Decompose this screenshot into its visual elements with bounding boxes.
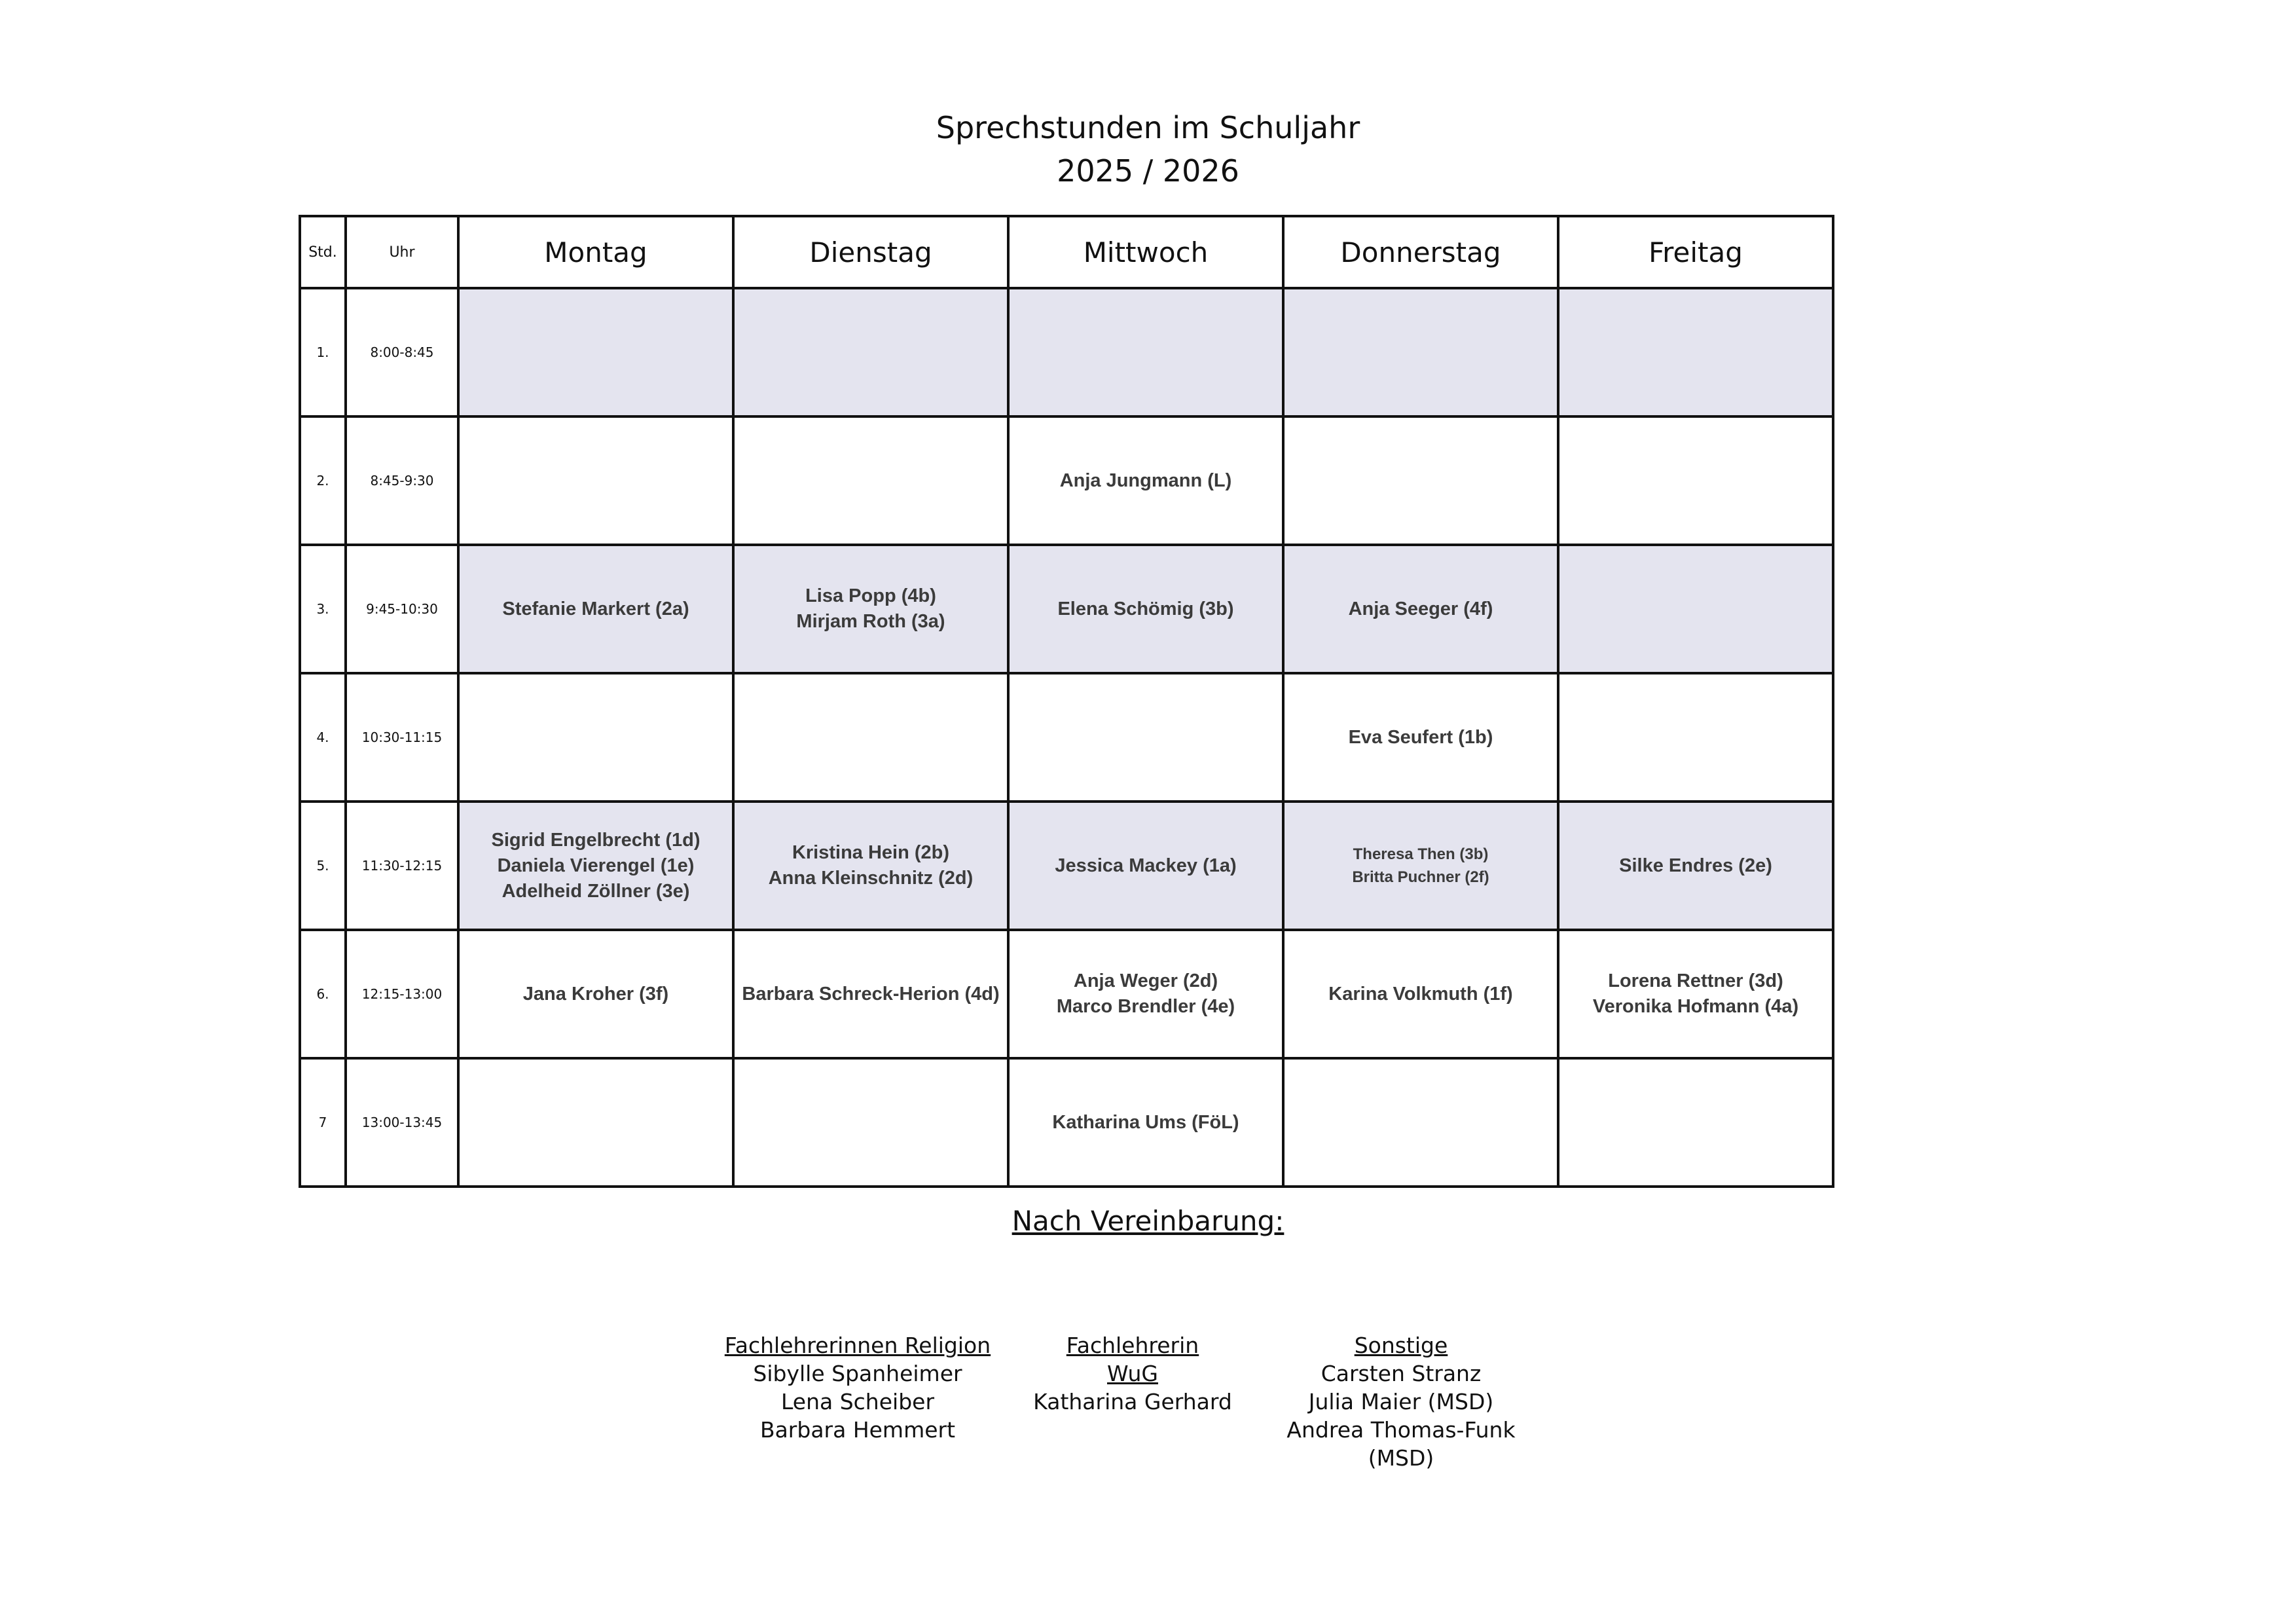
- teacher-name: Kristina Hein (2b): [792, 842, 950, 863]
- cell-mittwoch: [1008, 673, 1283, 802]
- teacher-name: Eva Seufert (1b): [1348, 726, 1493, 748]
- cell-dienstag: [733, 673, 1008, 802]
- group-name: Carsten Stranz: [1321, 1361, 1482, 1386]
- header-day-donnerstag: Donnerstag: [1283, 216, 1558, 288]
- cell-mittwoch: [1008, 1058, 1283, 1187]
- header-std: Std.: [300, 216, 346, 288]
- teacher-name: Anja Seeger (4f): [1348, 598, 1493, 619]
- cell-mittwoch: [1008, 930, 1283, 1058]
- cell-freitag: [1558, 673, 1833, 802]
- nach-vereinbarung-label: Nach Vereinbarung:: [1011, 1205, 1285, 1237]
- group-name: Katharina Gerhard: [1033, 1389, 1232, 1414]
- document-title: [0, 106, 2296, 193]
- group-heading: Fachlehrerinnen Religion: [724, 1333, 991, 1358]
- period-number: 2.: [300, 416, 346, 545]
- cell-freitag: [1558, 1058, 1833, 1187]
- teacher-name: Adelheid Zöllner (3e): [501, 880, 690, 902]
- header-day-montag: Montag: [458, 216, 733, 288]
- table-row: [300, 802, 1833, 930]
- cell-freitag: [1558, 930, 1833, 1058]
- cell-montag: [458, 416, 733, 545]
- teacher-name: Silke Endres (2e): [1619, 855, 1772, 876]
- header-day-dienstag: Dienstag: [733, 216, 1008, 288]
- period-time: 11:30-12:15: [346, 802, 458, 930]
- cell-donnerstag: [1283, 673, 1558, 802]
- group-sonstige: [1264, 1331, 1539, 1472]
- cell-dienstag: [733, 802, 1008, 930]
- table-body: [300, 288, 1833, 1187]
- table-row: [300, 416, 1833, 545]
- period-number: 3.: [300, 545, 346, 673]
- cell-montag: [458, 930, 733, 1058]
- teacher-name: Lisa Popp (4b): [805, 585, 936, 606]
- teacher-name: Barbara Schreck-Herion (4d): [742, 983, 1000, 1005]
- title-line-2: 2025 / 2026: [1057, 153, 1239, 189]
- table-row: [300, 930, 1833, 1058]
- period-time: 8:00-8:45: [346, 288, 458, 416]
- teacher-name: Anja Weger (2d): [1073, 970, 1218, 991]
- cell-donnerstag: [1283, 288, 1558, 416]
- cell-freitag: [1558, 545, 1833, 673]
- cell-donnerstag: [1283, 802, 1558, 930]
- cell-mittwoch: [1008, 288, 1283, 416]
- table-row: [300, 673, 1833, 802]
- header-uhr: Uhr: [346, 216, 458, 288]
- cell-freitag: [1558, 288, 1833, 416]
- group-name: Julia Maier (MSD): [1308, 1389, 1494, 1414]
- group-name: Sibylle Spanheimer: [753, 1361, 962, 1386]
- office-hours-table: [299, 215, 1834, 1188]
- teacher-name: Britta Puchner (2f): [1352, 868, 1489, 886]
- cell-freitag: [1558, 416, 1833, 545]
- period-time: 8:45-9:30: [346, 416, 458, 545]
- cell-donnerstag: [1283, 545, 1558, 673]
- group-heading: WuG: [1107, 1361, 1158, 1386]
- cell-montag: [458, 545, 733, 673]
- cell-montag: [458, 673, 733, 802]
- cell-montag: [458, 802, 733, 930]
- group-name: Lena Scheiber: [780, 1389, 935, 1414]
- group-name: Andrea Thomas-Funk: [1286, 1417, 1516, 1443]
- table-header-row: [300, 216, 1833, 288]
- period-number: 6.: [300, 930, 346, 1058]
- period-number: 4.: [300, 673, 346, 802]
- teacher-name: Daniela Vierengel (1e): [497, 855, 695, 876]
- table-row: [300, 288, 1833, 416]
- group-religion: [707, 1331, 1008, 1444]
- cell-dienstag: [733, 288, 1008, 416]
- period-time: 12:15-13:00: [346, 930, 458, 1058]
- teacher-name: Lorena Rettner (3d): [1608, 970, 1783, 991]
- table-row: [300, 1058, 1833, 1187]
- table-row: [300, 545, 1833, 673]
- cell-montag: [458, 1058, 733, 1187]
- teacher-name: Anja Jungmann (L): [1059, 470, 1232, 491]
- cell-dienstag: [733, 1058, 1008, 1187]
- cell-mittwoch: [1008, 545, 1283, 673]
- group-wug: [1021, 1331, 1244, 1416]
- teacher-name: Marco Brendler (4e): [1056, 996, 1235, 1017]
- period-time: 9:45-10:30: [346, 545, 458, 673]
- title-line-1: Sprechstunden im Schuljahr: [936, 110, 1360, 145]
- cell-freitag: [1558, 802, 1833, 930]
- period-number: 5.: [300, 802, 346, 930]
- period-time: 10:30-11:15: [346, 673, 458, 802]
- teacher-name: Stefanie Markert (2a): [502, 598, 689, 619]
- teacher-name: Sigrid Engelbrecht (1d): [491, 829, 701, 851]
- cell-mittwoch: [1008, 802, 1283, 930]
- teacher-name: Veronika Hofmann (4a): [1592, 996, 1799, 1017]
- teacher-name: Theresa Then (3b): [1353, 845, 1489, 863]
- teacher-name: Katharina Ums (FöL): [1052, 1111, 1239, 1133]
- period-time: 13:00-13:45: [346, 1058, 458, 1187]
- period-number: 7: [300, 1058, 346, 1187]
- cell-dienstag: [733, 416, 1008, 545]
- nach-vereinbarung-heading: [0, 1205, 2296, 1237]
- teacher-name: Jessica Mackey (1a): [1055, 855, 1237, 876]
- group-heading: Sonstige: [1354, 1333, 1448, 1358]
- period-number: 1.: [300, 288, 346, 416]
- header-day-mittwoch: Mittwoch: [1008, 216, 1283, 288]
- header-day-freitag: Freitag: [1558, 216, 1833, 288]
- cell-donnerstag: [1283, 1058, 1558, 1187]
- group-name: Barbara Hemmert: [759, 1417, 956, 1443]
- teacher-name: Karina Volkmuth (1f): [1328, 983, 1513, 1005]
- cell-donnerstag: [1283, 416, 1558, 545]
- teacher-name: Mirjam Roth (3a): [796, 611, 945, 632]
- cell-mittwoch: [1008, 416, 1283, 545]
- cell-dienstag: [733, 930, 1008, 1058]
- cell-dienstag: [733, 545, 1008, 673]
- teacher-name: Anna Kleinschnitz (2d): [768, 868, 974, 889]
- cell-donnerstag: [1283, 930, 1558, 1058]
- teacher-name: Jana Kroher (3f): [522, 983, 669, 1005]
- teacher-name: Elena Schömig (3b): [1057, 598, 1234, 619]
- cell-montag: [458, 288, 733, 416]
- group-name: (MSD): [1368, 1445, 1434, 1471]
- group-heading: Fachlehrerin: [1066, 1333, 1199, 1358]
